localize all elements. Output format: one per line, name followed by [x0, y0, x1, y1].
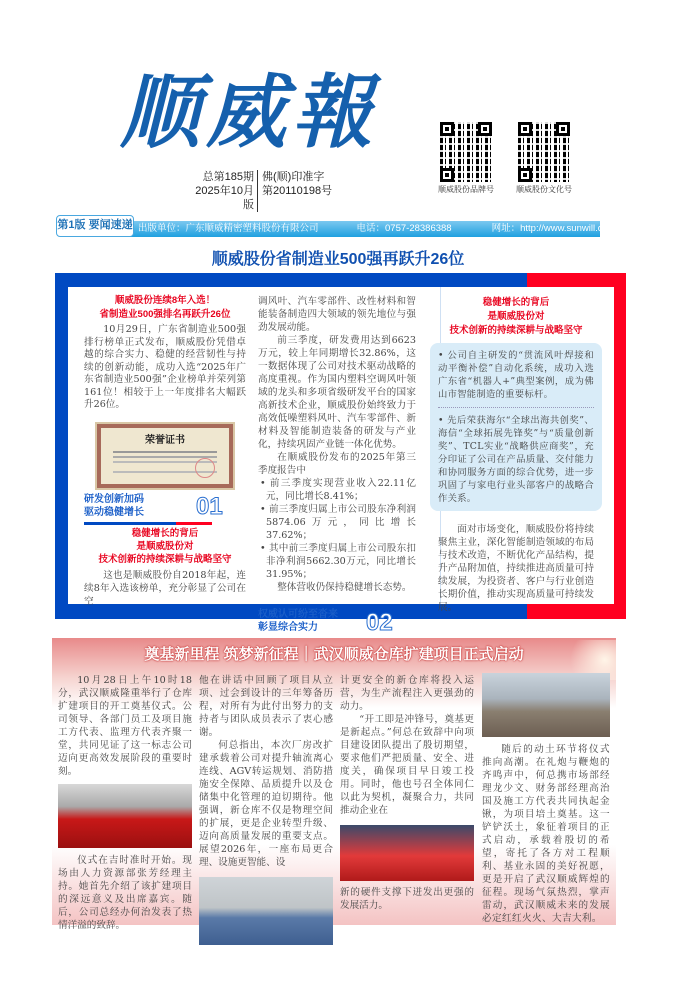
ribbon-02: [258, 608, 416, 638]
paragraph: [258, 451, 416, 477]
speech-photo: [199, 877, 333, 945]
paragraph: [258, 334, 416, 451]
paragraph-text: 前三季度，研发费用达到6623万元，较上年同期增长32.86%，这一数据体现了公司对技术驱动战略的高度重视。作为国内塑料空调风叶领域的龙头和多项省级研发平台的国家高新技术企业，顺威股份始终致力于高效低噪塑料风叶、汽车零部件、新材料及智能制造装备的研发与产业化，持续巩固产业链一体化优势。: [258, 335, 416, 450]
paragraph-text: 这也是顺威股份自2018年起，连续8年入选该榜单，充分彰显了公司在空: [84, 570, 246, 607]
bullet-text: 前三季度实现营业收入22.11亿元，同比增长8.41%；: [266, 478, 416, 502]
article2-col4: [482, 673, 610, 925]
bullet-text: 其中前三季度归属上市公司股东扣非净利润5662.30万元，同比增长31.95%；: [266, 543, 416, 580]
paragraph: [58, 674, 192, 778]
paragraph: [199, 739, 333, 869]
phone: 电话：0757-28386388: [356, 223, 452, 234]
certificate-title: 荣誉证书: [145, 435, 185, 446]
groundbreaking-photo: [482, 673, 610, 737]
issue-date: 2025年10月版: [195, 185, 254, 211]
paragraph: 计更安全的新仓库将投入运营，为生产流程注入更强劲的动力。: [340, 675, 474, 712]
article2-col3: [340, 674, 474, 912]
paragraph: [430, 523, 602, 614]
subhead-line: 省制造业500强排名再跃升26位: [99, 309, 231, 320]
highlight-box: [430, 343, 602, 511]
permit-number: 第20110198号: [262, 185, 333, 197]
paragraph: 调风叶、汽车零部件、改性材料和智能装备制造四大领域的领先地位与强劲发展动能。: [258, 296, 416, 333]
subhead-line: 技术创新的持续深耕与战略坚守: [449, 325, 583, 336]
subhead-line: 稳健增长的背后: [482, 297, 550, 308]
paragraph: 新的硬件支撑下迸发出更强的发展活力。: [340, 887, 474, 911]
ribbon-line: 权威认可纷至沓来: [258, 609, 338, 620]
seal-icon: [195, 458, 215, 478]
paragraph-text: 10月29日，广东省制造业500强排行榜单正式发布，顺威股份凭借卓越的综合实力、稳健的经营韧性与持续的创新动能，成功入选“2025年广东省制造业500强”企业榜单并荣列第161位！相较于上一年度排名大幅跃升26位。: [84, 324, 246, 410]
article2-col2: [199, 674, 333, 945]
highlight-text: 公司自主研发的“贯流风叶焊接和动平衡补偿”自动化系统，成功入选广东省“机器人+”典型案例，成为佛山市智能制造的重要标杆。: [438, 350, 594, 400]
qr-caption-brand: 顺威股份品牌号: [438, 185, 494, 194]
paragraph: [482, 743, 610, 925]
paragraph-text: 整体营收仍保持稳健增长态势。: [277, 582, 412, 593]
paragraph: [84, 324, 246, 412]
info-band: [130, 221, 631, 237]
ribbon-line: 驱动稳健增长: [84, 507, 144, 518]
paragraph: [58, 854, 192, 932]
paragraph: [84, 569, 246, 608]
subhead-3: [430, 296, 602, 338]
subhead-2: [84, 527, 246, 566]
paragraph: [340, 713, 474, 817]
highlight-text: 先后荣获海尔“全球出海共创奖”、海信“全球拓展先锋奖”与“质量创新奖”、TCL实业“战略供应商奖”，充分印证了公司在产品质量、交付能力和协同服务方面的综合优势，进一步巩固了与家电行业头部客户的战略合作关系。: [438, 415, 594, 504]
article1-col2: [258, 295, 416, 643]
highlight-item: • 公司自主研发的“贯流风叶焊接和动平衡补偿”自动化系统，成功入选广东省“机器人+”典型案例，成为佛山市智能制造的重要标杆。: [438, 349, 594, 408]
certificate-lines: [113, 451, 217, 453]
bullet-item: • 前三季度归属上市公司股东净利润5874.06万元，同比增长37.62%；: [260, 504, 416, 541]
paragraph: [258, 581, 416, 594]
masthead-logo: 顺威報: [120, 65, 378, 159]
paragraph: 他在讲话中回顾了项目从立项、过会到设计的三年筹备历程，对所有为此付出努力的支持者与团队成员表示了衷心感谢。: [199, 675, 333, 738]
article1-col3: [430, 296, 602, 614]
bullet-item: • 其中前三季度归属上市公司股东扣非净利润5662.30万元，同比增长31.95%；: [260, 543, 416, 580]
ribbon-line: 研发创新加码: [84, 494, 144, 505]
subhead-line: 是顺威股份对: [487, 311, 545, 322]
bullet-text: 前三季度归属上市公司股东净利润5874.06万元，同比增长37.62%；: [266, 504, 416, 541]
subhead-line: 技术创新的持续深耕与战略坚守: [98, 554, 232, 565]
issue-info: [190, 170, 258, 212]
permit-info: [262, 170, 332, 198]
paragraph-text: 何总指出，本次厂房改扩建承载着公司对提升轴流离心连线、AGV转运规划、消防措施安全保障、品质提升以及仓储集中化管理的迫切期待。他强调，新仓库不仅是物理空间的扩展，更是企业转型升级、迈向高质量发展的重要支点。展望2026年，一座布局更合理、设施更智能、设: [199, 740, 333, 868]
permit-label: 佛(顺)印准字: [262, 171, 325, 183]
paragraph-text: 随后的动土环节将仪式推向高潮。在礼炮与鞭炮的齐鸣声中，何总携市场部经理龙少文、财务部经理高治国及施工方代表共同执起金锹，为项目培土奠基。这一铲铲沃土，象征着项目的正式启动，承载着殷切的希望，寄托了各方对工程顺利、基业永固的美好祝愿，更是开启了武汉顺威辉煌的征程。现场气氛热烈，掌声雷动，武汉顺威未来的发展必定红红火火、大吉大利。: [482, 744, 610, 924]
paragraph-text: 在顺威股份发布的2025年第三季度报告中: [258, 452, 416, 476]
article2-col1: [58, 674, 192, 932]
certificate-photo: [97, 424, 233, 488]
paragraph-text: 面对市场变化，顺威股份将持续聚焦主业，深化智能制造领域的布局与技术改造，不断优化产品结构，提升产品附加值，持续推进高质量可持续发展，为投资者、客户与行业创造长期价值，推动实现高质量可持续发展。: [438, 524, 594, 613]
paragraph-text: “开工即是冲锋号，奠基更是新起点。”何总在致辞中向项目建设团队提出了殷切期望，要求他们严把质量、安全、进度关，确保项目早日竣工投用。同时，他也号召全体同仁以此为契机，凝聚合力，共同推动企业在: [340, 714, 474, 816]
publisher: 出版单位：广东顺威精密塑料股份有限公司: [138, 223, 319, 234]
issue-total: 总第185期: [202, 171, 254, 183]
ribbon-bar: [84, 522, 212, 525]
edition-badge: 第1版 要闻速递: [56, 215, 134, 237]
ribbon-number: 02: [366, 609, 393, 636]
bullet-item: • 前三季度实现营业收入22.11亿元，同比增长8.41%；: [260, 478, 416, 502]
subhead-1: [84, 294, 246, 322]
ribbon-line: 彰显综合实力: [258, 622, 318, 633]
qr-code-culture-icon[interactable]: [516, 120, 572, 184]
qr-caption-culture: 顺威股份文化号: [516, 185, 572, 194]
ceremony-photo: [58, 784, 192, 848]
ribbon-number: 01: [196, 493, 223, 520]
subhead-line: 顺威股份连续8年入选！: [114, 295, 216, 306]
subhead-line: 是顺威股份对: [136, 541, 194, 552]
article1-headline: 顺威股份省制造业500强再跃升26位: [211, 251, 465, 268]
article2-headline: 奠基新里程 筑梦新征程｜武汉顺威仓库扩建项目正式启动: [144, 646, 524, 663]
qr-code-brand-icon[interactable]: [438, 120, 494, 184]
ribbon-01: [84, 493, 246, 521]
group-photo: [340, 825, 474, 881]
paragraph-text: 仪式在吉时准时开始。现场由人力资源部张芳经理主持。她首先介绍了该扩建项目的深远意义及出席嘉宾。随后，公司总经办何治发表了热情洋溢的致辞。: [58, 855, 192, 931]
website-link[interactable]: 网址：http://www.sunwill.com.cn/: [491, 223, 631, 234]
highlight-item: • 先后荣获海尔“全球出海共创奖”、海信“全球拓展先锋奖”与“质量创新奖”、TCL实业“战略供应商奖”，充分印证了公司在产品质量、交付能力和协同服务方面的综合优势，进一步巩固了与家电行业头部客户的战略合作关系。: [438, 415, 594, 504]
paragraph-text: 10月28日上午10时18分，武汉顺威隆重举行了仓库扩建项目的开工奠基仪式。公司领导、各部门员工及项目施工方代表、监理方代表齐聚一堂，共同见证了这一标志公司迈向更高效发展阶段的重要时刻。: [58, 675, 192, 777]
subhead-line: 稳健增长的背后: [131, 528, 199, 539]
